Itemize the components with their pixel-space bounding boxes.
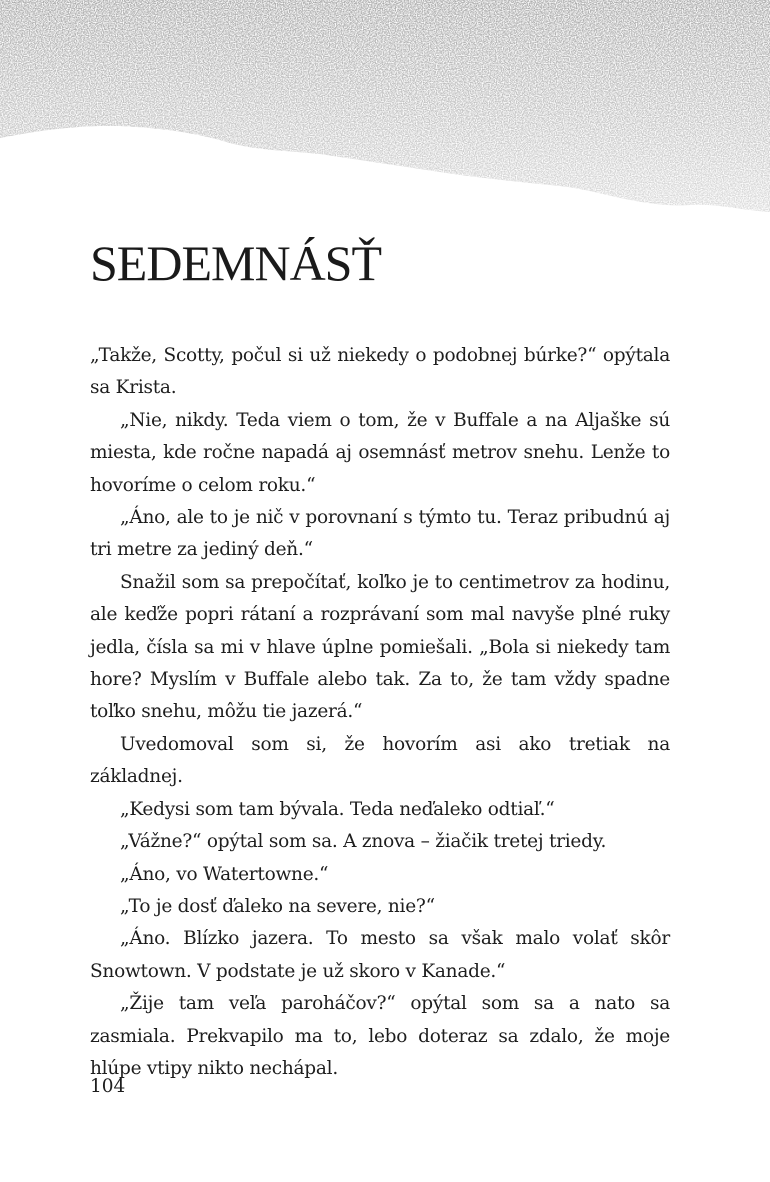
paragraph: „Áno, vo Watertowne.“ (120, 863, 329, 885)
paragraph: „Žije tam veľa paroháčov?“ opýtal som sa a nato sa zasmiala. Prekvapilo ma to, lebo doteraz sa zdalo, že moje hlúpe vtipy nikto nechápal. (90, 993, 670, 1079)
paragraph: Uvedomoval som si, že hovorím asi ako tretiak na základnej. (90, 733, 670, 788)
paragraph: „Kedysi som tam bývala. Teda neďaleko odtiaľ.“ (120, 798, 555, 820)
snow-texture-header (0, 0, 770, 220)
paragraph: „Áno. Blízko jazera. To mesto sa však malo volať skôr Snowtown. V podstate je už skoro v Kanade.“ (90, 928, 670, 982)
chapter-title: SEDEMNÁSŤ (90, 235, 382, 291)
chapter-body (90, 340, 670, 1085)
paragraph: „To je dosť ďaleko na severe, nie?“ (120, 895, 435, 917)
page-number: 104 (90, 1076, 126, 1097)
paragraph: „Nie, nikdy. Teda viem o tom, že v Buffale a na Aljaške sú miesta, kde ročne napadá aj osemnásť metrov snehu. Lenže to hovoríme o celom roku.“ (90, 409, 670, 496)
paragraph: „Vážne?“ opýtal som sa. A znova – žiačik tretej triedy. (120, 831, 607, 853)
paragraph: „Takže, Scotty, počul si už niekedy o podobnej búrke?“ opýtala sa Krista. (90, 345, 670, 399)
paragraph: „Áno, ale to je nič v porovnaní s týmto tu. Teraz pribudnú aj tri metre za jediný deň.“ (90, 507, 670, 561)
paragraph: Snažil som sa prepočítať, koľko je to centimetrov za hodinu, ale keďže popri rátaní a rozprávaní som mal navyše plné ruky jedla, čísla sa mi v hlave úplne pomiešali. „Bola si niekedy tam hore? Myslím v Buffale alebo tak. Za to, že tam vždy spadne toľko snehu, môžu tie jazerá.“ (90, 571, 670, 723)
